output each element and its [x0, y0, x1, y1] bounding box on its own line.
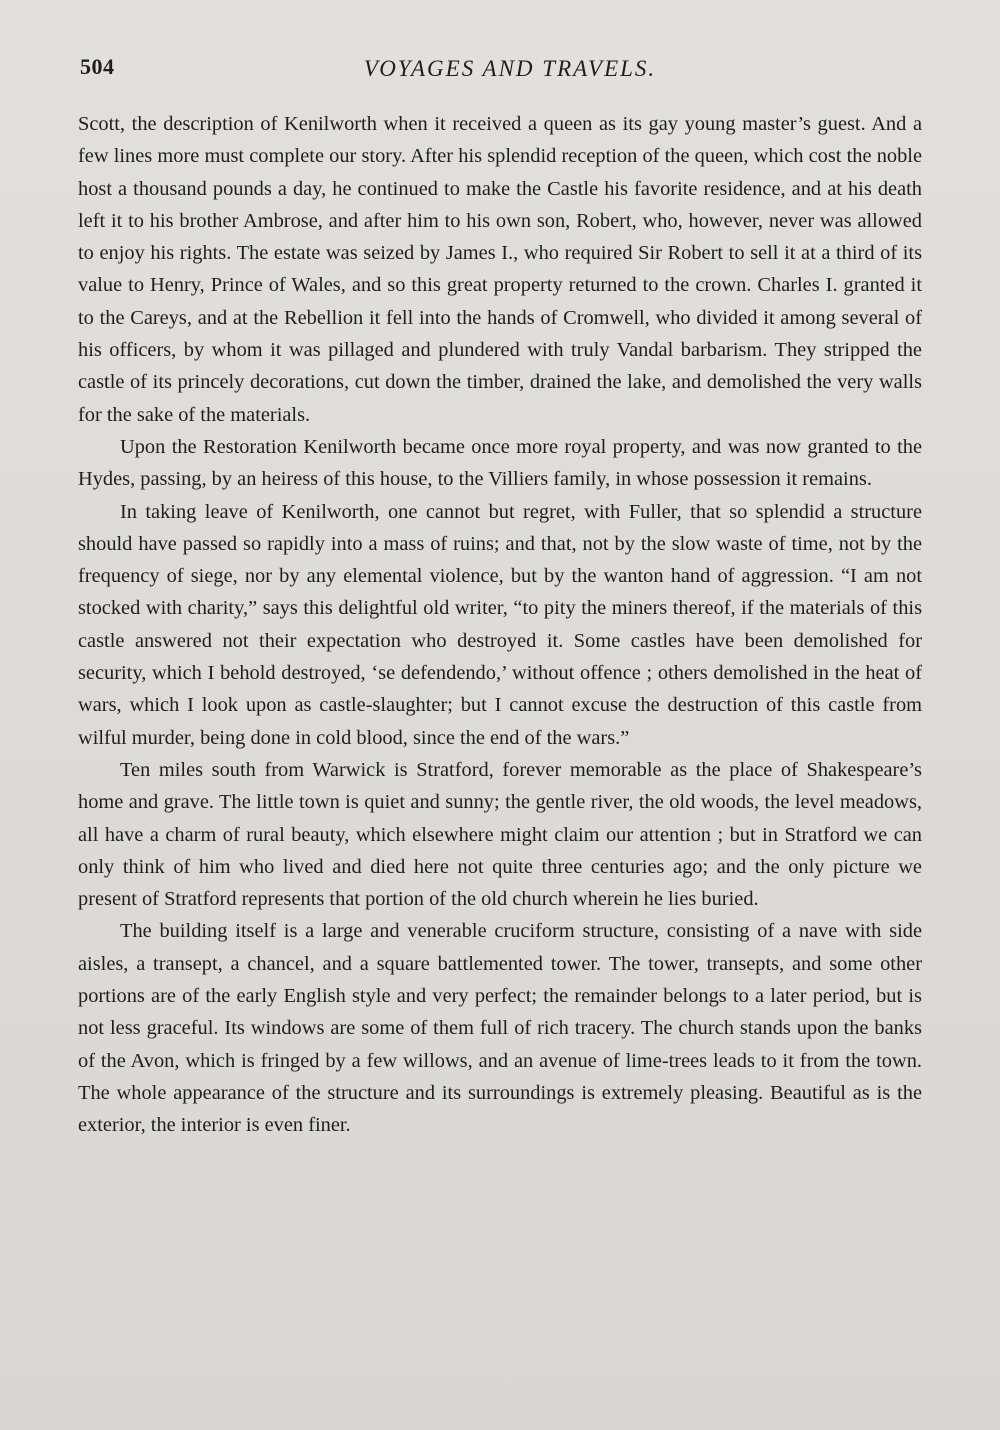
running-head: VOYAGES AND TRAVELS. [363, 56, 657, 81]
body-text [78, 108, 922, 1142]
paragraph-kenilworth-history: Scott, the description of Kenilworth when it received a queen as its gay young master’s guest. And a few lines more must complete our story. After his splendid reception of the queen, which cost the noble host a thousand pounds a day, he continued to make the Castle his favorite residence, and at his death left it to his brother Ambrose, and after him to his own son, Robert, who, however, never was allowed to enjoy his rights. The estate was seized by James I., who required Sir Robert to sell it at a third of its value to Henry, Prince of Wales, and so this great property returned to the crown. Charles I. granted it to the Careys, and at the Rebellion it fell into the hands of Cromwell, who divided it among several of his officers, by whom it was pillaged and plundered with truly Vandal barbarism. They stripped the castle of its princely decorations, cut down the timber, drained the lake, and demolished the very walls for the sake of the materials. [78, 113, 922, 426]
paragraph-restoration: Upon the Restoration Kenilworth became once more royal property, and was now granted to the Hydes, passing, by an heiress of this house, to the Villiers family, in whose possession it remains. [78, 435, 922, 491]
page-number: 504 [80, 54, 115, 79]
paragraph-church: The building itself is a large and venerable cruciform structure, consisting of a nave with side aisles, a transept, a chancel, and a square battlemented tower. The tower, transepts, and some other portions are of the early English style and very perfect; the remainder belongs to a later period, but is not less graceful. Its windows are some of them full of rich tracery. The church stands upon the banks of the Avon, which is fringed by a few willows, and an avenue of lime-trees leads to it from the town. The whole appearance of the structure and its surroundings is extremely pleasing. Beautiful as is the exterior, the interior is even finer. [78, 920, 922, 1137]
page-header [80, 54, 940, 88]
paragraph-stratford: Ten miles south from Warwick is Stratford, forever memorable as the place of Shakespeare’s home and grave. The little town is quiet and sunny; the gentle river, the old woods, the level meadows, all have a charm of rural beauty, which elsewhere might claim our attention ; but in Stratford we can only think of him who lived and died here not quite three centuries ago; and the only picture we present of Stratford represents that portion of the old church wherein he lies buried. [78, 758, 922, 911]
paragraph-fuller-quote: In taking leave of Kenilworth, one cannot but regret, with Fuller, that so splendid a structure should have passed so rapidly into a mass of ruins; and that, not by the slow waste of time, not by the frequency of siege, nor by any elemental violence, but by the wanton hand of aggression. “I am not stocked with charity,” says this delightful old writer, “to pity the miners thereof, if the materials of this castle answered not their expectation who destroyed it. Some castles have been demolished for security, which I behold destroyed, ‘se defendendo,’ without offence ; others demolished in the heat of wars, which I look upon as castle-slaughter; but I cannot excuse the destruction of this castle from wilful murder, being done in cold blood, since the end of the wars.” [78, 500, 922, 749]
